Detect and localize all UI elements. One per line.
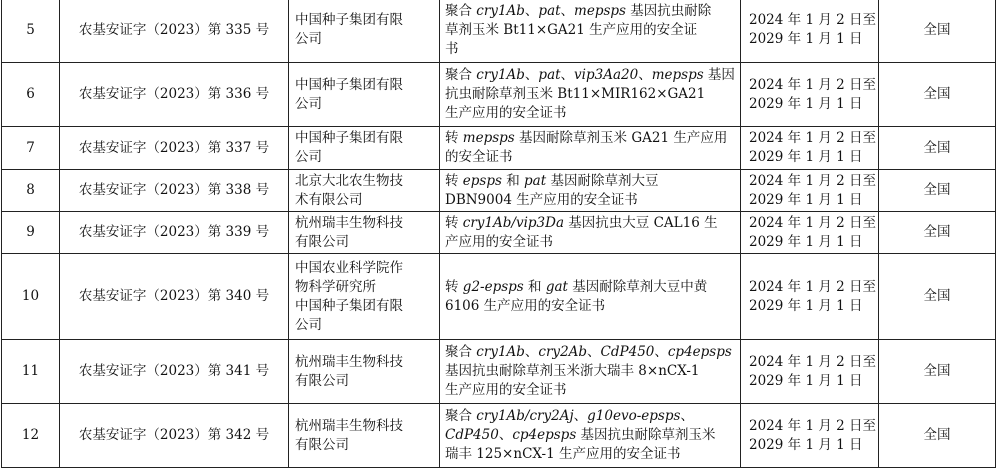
table-row [2, 63, 996, 127]
product-description [440, 254, 741, 340]
description-line: 生产应用的安全证书 [445, 382, 567, 398]
description-line: 瑞丰 125×nCX-1 生产应用的安全证书 [445, 446, 681, 462]
applicant-company: 中国种子集团有限 公司 [289, 63, 440, 127]
product-description [440, 0, 741, 63]
table-body [2, 0, 996, 468]
gene-name: mepsps [574, 2, 626, 19]
description-line: 6106 生产应用的安全证书 [445, 297, 606, 314]
table-row [2, 0, 996, 63]
certificate-number: 农基安证字（2023）第 339 号 [60, 212, 289, 254]
approved-area: 全国 [879, 127, 996, 170]
gene-name: mepsps [462, 130, 515, 146]
approved-area: 全国 [879, 340, 996, 404]
row-number: 11 [2, 340, 60, 404]
gene-name: g10evo-epsps [587, 408, 681, 424]
gene-name: CdP450 [600, 344, 655, 360]
gene-name: vip3Aa20 [574, 67, 639, 83]
table-row [2, 404, 996, 468]
applicant-company: 杭州瑞丰生物科技 有限公司 [289, 212, 440, 254]
description-line: 聚合 cry1Ab/cry2Aj、g10evo-epsps、 [445, 408, 694, 424]
gene-name: g2-epsps [462, 278, 524, 295]
approved-area: 全国 [879, 254, 996, 340]
row-number: 6 [2, 63, 60, 127]
row-number: 7 [2, 127, 60, 170]
gene-name: pat [524, 172, 547, 189]
certificate-number: 农基安证字（2023）第 341 号 [60, 340, 289, 404]
gene-name: cry1Ab [476, 67, 525, 83]
table-row [2, 340, 996, 404]
approved-area: 全国 [879, 212, 996, 254]
description-line: 转 mepsps 基因耐除草剂玉米 GA21 生产应用 [445, 130, 728, 146]
description-line: 聚合 cry1Ab、cry2Ab、CdP450、cp4epsps [445, 344, 732, 360]
description-line: 生产应用的安全证书 [445, 105, 567, 121]
row-number: 10 [2, 254, 60, 340]
applicant-company: 北京大北农生物技 术有限公司 [289, 170, 440, 212]
row-number: 12 [2, 404, 60, 468]
certificate-number: 农基安证字（2023）第 340 号 [60, 254, 289, 340]
table-row [2, 254, 996, 340]
row-number: 9 [2, 212, 60, 254]
description-line: 转 g2-epsps 和 gat 基因耐除草剂大豆中黄 [445, 278, 708, 295]
product-description [440, 170, 741, 212]
gene-name: cry1Ab/vip3Da [462, 214, 565, 231]
description-line: 转 epsps 和 pat 基因耐除草剂大豆 [445, 172, 659, 189]
gene-name: pat [538, 67, 561, 83]
validity-period: 2024 年 1 月 2 日至 2029 年 1 月 1 日 [741, 127, 879, 170]
certificate-number: 农基安证字（2023）第 342 号 [60, 404, 289, 468]
validity-period: 2024 年 1 月 2 日至 2029 年 1 月 1 日 [741, 404, 879, 468]
gene-name: cry1Ab/cry2Aj [476, 408, 574, 424]
validity-period: 2024 年 1 月 2 日至 2029 年 1 月 1 日 [741, 212, 879, 254]
description-line: DBN9004 生产应用的安全证书 [445, 191, 638, 208]
table-row [2, 212, 996, 254]
table-row [2, 170, 996, 212]
certificate-number: 农基安证字（2023）第 336 号 [60, 63, 289, 127]
product-description [440, 404, 741, 468]
validity-period: 2024 年 1 月 2 日至 2029 年 1 月 1 日 [741, 63, 879, 127]
validity-period: 2024 年 1 月 2 日至 2029 年 1 月 1 日 [741, 254, 879, 340]
row-number: 5 [2, 0, 60, 63]
gene-name: cp4epsps [667, 344, 732, 360]
approved-area: 全国 [879, 63, 996, 127]
validity-period: 2024 年 1 月 2 日至 2029 年 1 月 1 日 [741, 170, 879, 212]
gene-name: CdP450 [445, 427, 499, 443]
description-line: 草剂玉米 Bt11×GA21 生产应用的安全证 [445, 21, 698, 38]
certificate-number: 农基安证字（2023）第 337 号 [60, 127, 289, 170]
gene-name: cry1Ab [476, 2, 525, 19]
applicant-company: 中国种子集团有限 公司 [289, 0, 440, 63]
approved-area: 全国 [879, 170, 996, 212]
table-row [2, 127, 996, 170]
description-line: 聚合 cry1Ab、pat、mepsps 基因抗虫耐除 [445, 2, 712, 19]
approval-table [1, 0, 996, 468]
gene-name: epsps [462, 172, 502, 189]
gene-name: cry1Ab [476, 344, 525, 360]
validity-period: 2024 年 1 月 2 日至 2029 年 1 月 1 日 [741, 0, 879, 63]
gene-name: cp4epsps [512, 427, 577, 443]
description-line: 产应用的安全证书 [445, 233, 553, 250]
description-line: 抗虫耐除草剂玉米 Bt11×MIR162×GA21 [445, 86, 706, 102]
certificate-number: 农基安证字（2023）第 335 号 [60, 0, 289, 63]
product-description [440, 63, 741, 127]
product-description [440, 340, 741, 404]
validity-period: 2024 年 1 月 2 日至 2029 年 1 月 1 日 [741, 340, 879, 404]
product-description [440, 212, 741, 254]
certificate-number: 农基安证字（2023）第 338 号 [60, 170, 289, 212]
description-line: CdP450、cp4epsps 基因抗虫耐除草剂玉米 [445, 427, 716, 443]
description-line: 的安全证书 [445, 149, 513, 165]
applicant-company: 中国种子集团有限 公司 [289, 127, 440, 170]
gene-name: mepsps [651, 67, 704, 83]
approved-area: 全国 [879, 0, 996, 63]
gene-name: gat [545, 278, 568, 295]
row-number: 8 [2, 170, 60, 212]
product-description [440, 127, 741, 170]
applicant-company: 杭州瑞丰生物科技 有限公司 [289, 340, 440, 404]
gene-name: pat [538, 2, 561, 19]
applicant-company: 杭州瑞丰生物科技 有限公司 [289, 404, 440, 468]
description-line: 基因抗虫耐除草剂玉米浙大瑞丰 8×nCX-1 [445, 363, 700, 379]
gene-name: cry2Ab [538, 344, 588, 360]
applicant-company: 中国农业科学院作 物科学研究所 中国种子集团有限 公司 [289, 254, 440, 340]
description-line: 转 cry1Ab/vip3Da 基因抗虫大豆 CAL16 生 [445, 214, 718, 231]
description-line: 书 [445, 40, 459, 57]
approved-area: 全国 [879, 404, 996, 468]
description-line: 聚合 cry1Ab、pat、vip3Aa20、mepsps 基因 [445, 67, 735, 83]
